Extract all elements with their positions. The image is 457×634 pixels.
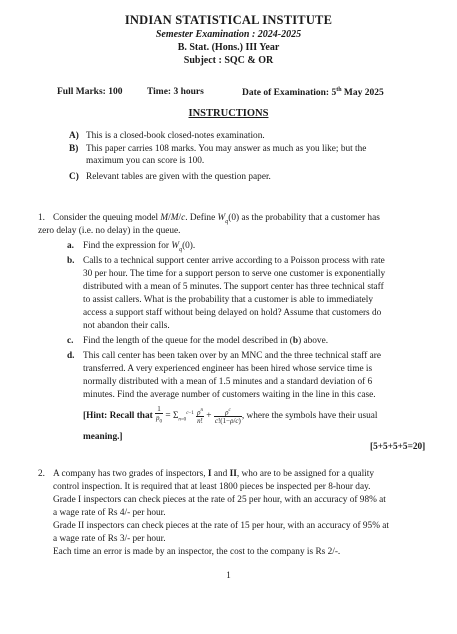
instruction-b-line2: maximum you can score is 100. (86, 156, 205, 166)
q1b-line6: not abandon their calls. (83, 321, 170, 331)
q2-line6: a wage rate of Rs 3/- per hour. (53, 534, 166, 544)
q1-intro-line2: zero delay (i.e. no delay) in the queue. (38, 226, 181, 236)
instruction-label-b: B) (69, 144, 79, 154)
q1b-line2: 30 per hour. The time for a support person to serve one customer is exponentially (83, 269, 386, 279)
q2-line4: a wage rate of Rs 4/- per hour. (53, 508, 166, 518)
q2-line7: Each time an error is made by an inspector, the cost to the company is Rs 2/-. (53, 547, 341, 557)
instruction-c: Relevant tables are given with the question paper. (86, 172, 271, 182)
q2-number: 2. (38, 469, 45, 479)
q1a-label: a. (67, 241, 74, 251)
q1b-line5: access a support staff without being delayed on hold? Assume that customers do (83, 308, 382, 318)
exam-title: Semester Examination : 2024-2025 (155, 29, 302, 40)
q1a-text: Find the expression for $W_q(0)$. (83, 241, 196, 253)
q2-line2: control inspection. It is required that at least 1800 pieces be inspected per 8-hour day. (53, 482, 371, 492)
subject-name: Subject : SQC & OR (183, 55, 274, 66)
full-marks: Full Marks: 100 (57, 87, 123, 97)
q1b-line4: to assist callers. What is the probability that a customer is able to immediately (83, 295, 374, 305)
q1b-line1: Calls to a technical support center arrive according to a Poisson process with rate (83, 256, 385, 266)
q2-line5: Grade II inspectors can check pieces at the rate of 15 per hour, with an accuracy of 95% at (53, 521, 389, 531)
instruction-label-c: C) (69, 172, 79, 182)
instruction-a: This is a closed-book closed-notes examination. (86, 131, 265, 141)
instructions-heading: INSTRUCTIONS (188, 108, 269, 119)
page-number: 1 (226, 570, 231, 580)
q1d-line4: minutes. Find the average number of customers waiting in the line in this case. (83, 390, 376, 400)
exam-date: Date of Examination: 5th May 2025 (242, 87, 384, 99)
course-name: B. Stat. (Hons.) III Year (177, 42, 280, 53)
q1d-line2: transferred. A very experienced engineer has been hired whose service time is (83, 364, 373, 374)
q1d-line3: normally distributed with a mean of 1.5 minutes and a standard deviation of 6 (83, 377, 373, 387)
q1-number: 1. (38, 213, 45, 223)
q1b-label: b. (67, 256, 75, 266)
q1-marks: [5+5+5+5=20] (370, 442, 426, 452)
time-allowed: Time: 3 hours (147, 87, 204, 97)
q1d-line1: This call center has been taken over by an MNC and the three technical staff are (83, 351, 381, 361)
q1b-line3: distributed with a mean of 5 minutes. The support center has three technical staff (83, 282, 384, 292)
q2-line1: A company has two grades of inspectors, I and II, who are to be assigned for a quality (53, 469, 374, 479)
q1-hint-formula: [Hint: Recall that $\frac{1}{p_0}$ = $\Sigma_{n=0}^{c-1}$ $\frac{\rho^n}{n!}$ + $\frac{\rho^c}{c!(1-\rho/c)}$ , where the symbols have their usual (83, 405, 378, 425)
q1-intro-line1: Consider the queuing model M/M/c. Define $W_q(0)$ as the probability that a customer has (53, 213, 380, 225)
instruction-label-a: A) (69, 131, 79, 141)
q2-line3: Grade I inspectors can check pieces at the rate of 25 per hour, with an accuracy of 98% at (53, 495, 386, 505)
instruction-b-line1: This paper carries 108 marks. You may answer as much as you like; but the (86, 144, 367, 154)
q1c-text: Find the length of the queue for the model described in (b) above. (83, 336, 329, 346)
q1d-label: d. (67, 351, 75, 361)
q1-hint-end: meaning.] (83, 432, 123, 442)
q1c-label: c. (67, 336, 74, 346)
institute-name: INDIAN STATISTICAL INSTITUTE (124, 13, 333, 27)
